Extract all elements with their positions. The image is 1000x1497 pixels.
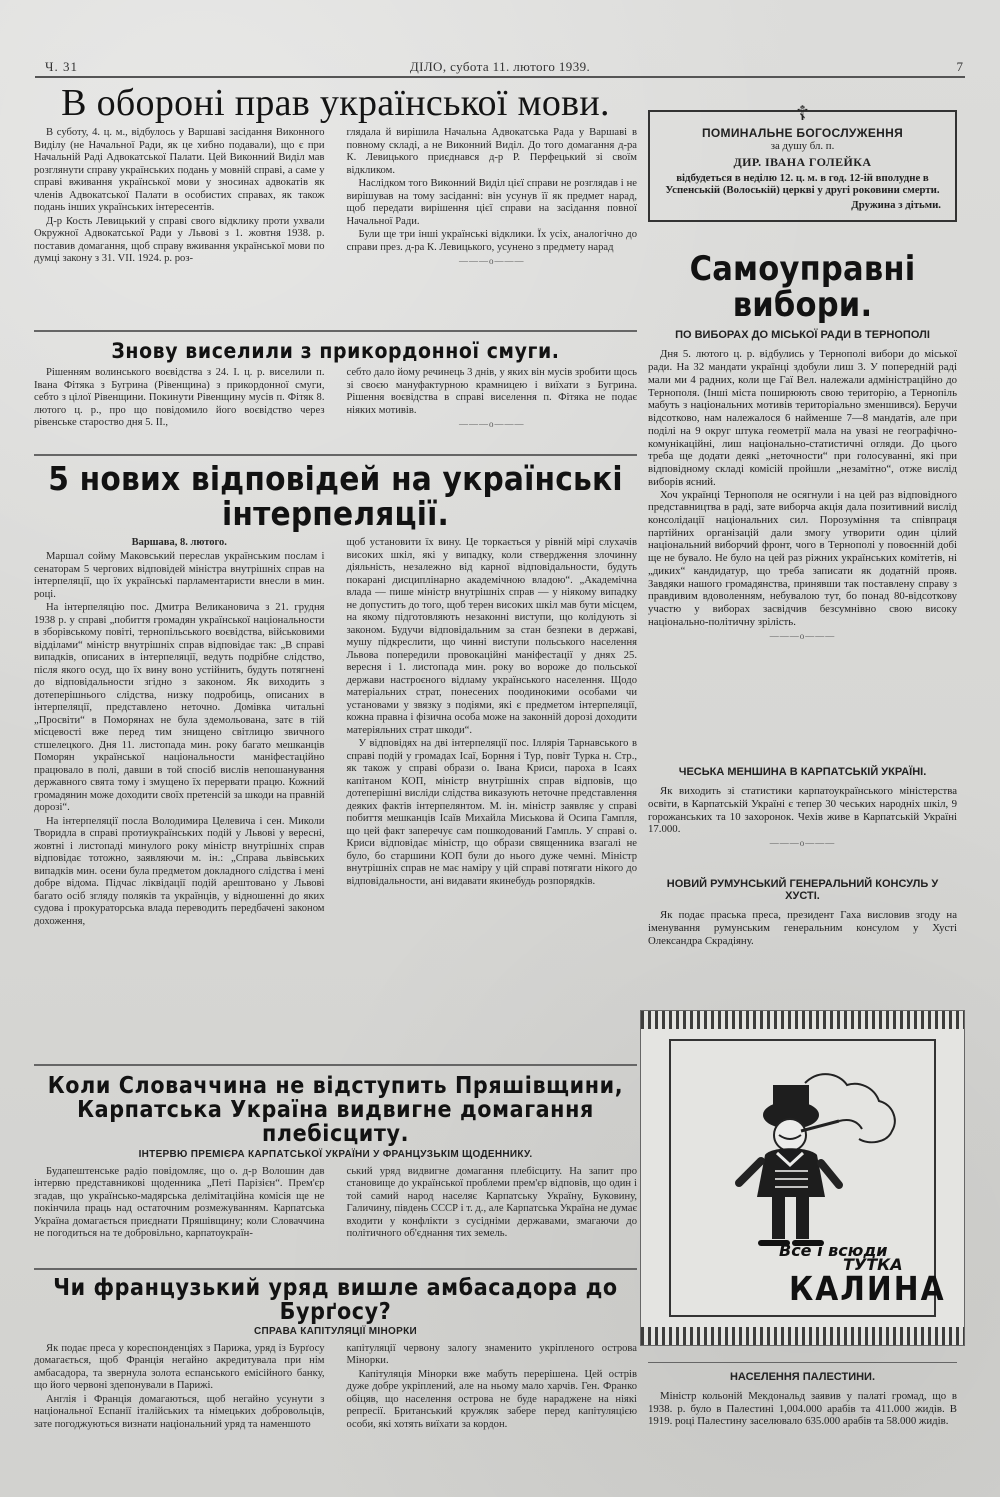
ad-slogan-line-1: Все і всюди bbox=[779, 1241, 888, 1260]
paragraph: Як виходить зі статистики карпатоукраїнського міністерства освіти, в Карпатській Україні є тепер 30 чеських народніх шкіл, 9 горожанських та 10 захоронок. Чехів живе в Карпатській Україні 17.000. bbox=[648, 785, 957, 836]
article-text-left bbox=[34, 537, 325, 929]
section-rule bbox=[34, 1064, 637, 1066]
article-title: В обороні прав української мови. bbox=[61, 82, 610, 124]
paragraph: Д-р Кость Левицький у справі свого відклику проти ухвали Окружної Адвокатської Ради у Львові з 1. жовтня 1938. р. поставив домагання, щоб справу вживання української мови по думці закону з 31. VII. 1924. р. роз- bbox=[34, 215, 325, 264]
article-title: НАСЕЛЕННЯ ПАЛЕСТИНИ. bbox=[729, 1371, 876, 1383]
article-text-left bbox=[34, 367, 325, 432]
newspaper-date-title: ДІЛО, субота 11. лютого 1939. bbox=[409, 59, 591, 74]
paragraph: На інтерпеляції посла Володимира Целевича і сен. Миколи Творидла в справі протиукраїнських подій у Львові у вересні, жовтні і листопаді минулого року міністр внутрішніх справ відповідає тотожно, заявляючи м. ін.: „Справа львівських випадків мин. осени була предметом докладного слідства і мені добре відома. Підчас ліквідації подій арештовано у Львові багато осіб згляду поляків та українців, у відношенні до яких судова і прокураторська влада переводить передбачені законом дохоження, bbox=[34, 815, 325, 927]
ad-border-top bbox=[641, 1011, 964, 1029]
dateline: Варшава, 8. лютого. bbox=[131, 537, 227, 549]
article-title: ЧЕСЬКА МЕНШИНА В КАРПАТСЬКІЙ УКРАЇНІ. bbox=[678, 766, 927, 778]
article-text-left bbox=[34, 127, 325, 269]
section-rule bbox=[34, 330, 637, 332]
article-text-right bbox=[347, 1343, 638, 1433]
paragraph: ський уряд видвигне домагання плебісциту. На запит про становище до української проблеми прем'єр відповів, що один і той самий народ населяє Карпатську Україну, Буковину, Галичину, південь СССР і т. д., але Карпатська Україна не думає входити у конфлікти з сусідніми державами, змагаючи до політичного об'єднання тих земель. bbox=[346, 1165, 637, 1240]
paragraph: Як подає праська преса, президент Гаха висловив згоду на іменування румунським генеральним консулом у Хусті Олександра Скрадіяну. bbox=[648, 909, 957, 947]
side-column bbox=[640, 82, 965, 1482]
paragraph: На інтерпеляцію пос. Дмитра Великановича з 21. грудня 1938 р. у справі „побиття громадян української національности в зборівському повіті, тернопільського воєвідства, військовими відділами“ міністр внутрішніх справ відповідає так: „В справі випадків, описаних в інтерпеляції, ведуть подрібне слідство, після якого осуд, що їх вину воно устійнить, будуть потягнені до відповідальности згідно з законом. Як виходить з дотеперішнього слідства, низку подробиць, описаних в інтерпеляції, представлено неточно. Домівка читальні „Просвіти“ в Поморянах не була здемольована, затє в тій місцевості вже перед тим знищено світлицю звичного стшелецкого. Дня 11. листопада мин. року багато мешканців Поморян української національности маніфестаційно працювало в полі, давши в той спосіб вислів непошанування державного свята тому і змущено їх перервати працю. Кожний громадянин може доходити своїх претенсій за шкоди на правній дорозі“. bbox=[34, 602, 325, 814]
article-title: Чи французький уряд вишле амбасадора до Бурґосу? bbox=[53, 1275, 618, 1326]
article-carpathian-ukraine bbox=[34, 1064, 637, 1242]
article-interpellations bbox=[34, 454, 637, 929]
article-ukrainian-language bbox=[34, 84, 637, 269]
section-rule bbox=[34, 454, 637, 456]
paragraph: Англія і Франція домагаються, щоб негайно усунути з національної Еспанії італійських та німецьких добровольців, зате погоджуються визнати національний уряд та наменшото bbox=[34, 1393, 325, 1430]
article-body bbox=[648, 348, 957, 641]
paragraph: Були ще три інші українські відклики. Їх усіх, аналогічно до справи през. д-ра К. Левицького, усунено з предмету нарад bbox=[346, 229, 637, 253]
elections-article bbox=[648, 249, 957, 643]
section-rule bbox=[34, 1268, 637, 1270]
paragraph: Міністр кольоній Мекдональд заявив у палаті громад, що в 1938. р. було в Палестині 1,004.000 арабів та 411.000 жидів. В 1919. році Палестину заселювало 635.000 арабів та 58.000 жидів. bbox=[648, 1390, 957, 1428]
paragraph: Маршал сойму Маковський переслав українським послам і сенаторам 5 чергових відповідей міністра внутрішніх справ на інтерпеляції, що їх українські парламентаристи внесли в мин. році. bbox=[34, 551, 325, 600]
article-text-right bbox=[347, 1166, 638, 1242]
page-number-left: Ч. 31 bbox=[45, 59, 78, 74]
article-text-right bbox=[347, 537, 638, 929]
article-subtitle: СПРАВА КАПІТУЛЯЦІЇ МІНОРКИ bbox=[254, 1326, 417, 1338]
paragraph: Капітуляція Мінорки вже мабуть перерішена. Цей острів дуже добре укріплений, але на ньому мало харчів. Ген. Франко обіцяв, що населення острова не буде нараджене на ніякі репресії. Британський кружляк забере перед капітуляцією особи, які хотять виїхати за кордон. bbox=[346, 1368, 637, 1430]
ornament-divider: ———o——— bbox=[769, 838, 836, 849]
paragraph: В суботу, 4. ц. м., відбулось у Варшаві засідання Виконного Виділу (не Начальної Ради, як це хибно подавали), що є при Начальній Раді Адвокатської Палати. Цей Виконний Виділ мав розглянути справу українських подань у мовній справі, а саме у справі вживання української мови у зносинах адвокатів як членів Адвокатської Палати в особистих справах, як також подань інших українських інтересентів. bbox=[34, 127, 325, 213]
ad-slogan-line-2: ТУТКА bbox=[843, 1255, 903, 1274]
ad-border-bottom bbox=[641, 1327, 964, 1345]
czech-minority-article bbox=[648, 766, 957, 851]
article-border-zone bbox=[34, 330, 637, 432]
obituary-line: за душу бл. п. bbox=[770, 140, 835, 152]
paragraph: глядала й вирішила Начальна Адвокатська Рада у Варшаві в повному складі, а не Виконний Виділ. До того домагання д-ра К. Левицького приєднався д-р Р. Перфецький зі своїм відкликом. bbox=[346, 127, 637, 176]
article-subtitle: ІНТЕРВЮ ПРЕМІЄРА КАРПАТСЬКОЇ УКРАЇНИ У ФРАНЦУЗЬКІМ ЩОДЕННИКУ. bbox=[138, 1149, 533, 1161]
paragraph: Дня 5. лютого ц. р. відбулись у Тернополі вибори до міської ради. На 32 мандати українці здобули лиш 3. У попередній раді мали ми 4 радних, коли ще Гаї Вел. належали адміністраційно до Тернополя. (Інші міста поширюють свою територію, а Тернопіль мабуть з національних мотивів територіально зменшився). Беручи відсотково, нам належалося 6 найменше 7—8 мандатів, але при поділі на 9 округ штука геометрії мала на увазі не географічно-комунікаційні, лиш національно-статистичні огляди. До цього треба ще додати деякі „неточности“ при голосуванні, які при відповідному складі комісій пройшли „незамітно“, отже вислід виборів ясний. bbox=[648, 348, 957, 488]
smoking-man-illustration bbox=[689, 1061, 909, 1271]
article-burgos-ambassador bbox=[34, 1268, 637, 1432]
article-body bbox=[648, 909, 957, 947]
obituary-title: ПОМИНАЛЬНЕ БОГОСЛУЖЕННЯ bbox=[701, 126, 903, 140]
page-header bbox=[35, 60, 965, 78]
article-title-line-2: Карпатська Україна видвигне домагання плебісциту. bbox=[77, 1097, 594, 1148]
section-rule bbox=[648, 1362, 957, 1363]
obituary-details: відбудеться в неділю 12. ц. м. в год. 12-ій вполудне в Успенській (Волоській) церкві у другі роковини смерти. bbox=[665, 172, 940, 196]
article-text-left bbox=[34, 1166, 325, 1242]
paragraph: Наслідком того Виконний Виділ цієї справи не розглядав і не вирішував на тому засіданні: він усунув її як предмет нарад, щоб передати вирішення цієї справи на засідання повної Начальної Ради. bbox=[346, 178, 637, 227]
paragraph: Рішенням волинського воєвідства з 24. І. ц. р. виселили п. Івана Фітяка з Бугрина (Рівенщина) з прикордонної смуги, себто з цілої Рівенщини. Покинути Рівенщину мусів п. Фітяк 8. лютого ц. р., про що повідомило його воєвідство через рівенське староство дня 5. ІІ., bbox=[34, 367, 325, 429]
ornament-divider: ———o——— bbox=[459, 256, 525, 266]
paragraph: У відповідях на дві інтерпеляції пос. Іллярія Тарнавського в справі подій у громадах Ісаї, Борння і Тур, повіт Турка н. Стр., як також у справі образи о. Івана Криси, пароха в Ісаях капітаном КОП, міністр внутрішніх справ відповів, що дотеперішні висліди слідства виказують неточне представлення деяких фактів інтерпелянтом. М. ін. міністр заявляє у справі побиття мешканців Ісаїв Михайла Миськова й Осипа Гампля, що цей факт заперечує сам пошкодований Гампль. У справі о. Криси відповідає міністр, що образи священника взагалі не було, бо старшини КОП були до нього дуже чемні. Міністр внутрішніх справ не має наміру у цій справі потягати нікого до відповідальности, ані видавати якинебудь розпорядків. bbox=[346, 738, 637, 887]
paragraph: Будапештенське радіо повідомляє, що о. д-р Волошин дав інтервю представникові щоденника „Петі Парізієн“. Прем'єр згадав, що українсько-мадярська делімітаційна комісія ще не покінчила праць над остаточним розмежуванням. Карпатська Україна домагається приєднати Пряшівщину; коли Словаччина не погодиться на те добровільно, карпатоукраїн- bbox=[34, 1165, 325, 1240]
paragraph: Хоч українці Тернополя не осягнули і на цей раз відповідного представництва в раді, зате виборча акція дала позитивний вислід консолідації національних сил. Порозуміння та співпраця партійних організацій дали змогу утворити один цілий національний виборчий фронт, чого в Тернополі у повоєнній добі ще не бувало. Не було на цей раз ріжних українських комітетів, ні „диких“ кандидатур, що треба записати як додатній прояв. Завдяки нашого громадянства, принявши так поставлену справу з правдивим вдоволенням, небувалою тут, бо понад 80-відсоткову участю у виборах засвідчив безсумнівно свою високу національно-політичну зрілість. bbox=[648, 488, 957, 628]
article-text-right bbox=[347, 367, 638, 432]
paragraph: себто дало йому речинець 3 днів, у яких він мусів зробити щось зі своєю мануфактурною крамницею і виїхати з Бугрина. Рішення воєвідства в справі виселення п. Фітяка не подає ніяких мотивів. bbox=[346, 367, 637, 416]
romanian-consul-article bbox=[648, 878, 957, 947]
advertisement-box bbox=[640, 1010, 965, 1346]
paragraph: щоб установити їх вину. Це торкається у рівній мірі слухачів високих шкіл, які у випадку, коли ствердження злочинну діяльність, незалежно від карної відповідальности, будуть покарані дисциплінарно академічною владою“. „Академічна влада — пише міністр внутрішніх справ — у ніякому випадку не допустить до того, щоб терен високих шкіл мав бути місцем, на якому підготовляють незаконні виступи, що колідують зі законом. Будучи відповідальним за стан безпеки в державі, мушу підкреслити, що чинні виступи польського населення Львова попередили провокаційні маніфестації у днях 25. вересня і 1. листопада мин. року во вороже до польської держави настроєного відламу українського населення. Щодо матеріальних страт, понесених поодинокими особами чи установами у звязку з подіями, які є предметом інтерпеляції, кожна правна і фізична особа може на законній дорозі доходити матеріяльних страт шкоди“. bbox=[346, 537, 637, 736]
ornament-divider: ———o——— bbox=[769, 630, 836, 641]
article-title: 5 нових відповідей на українські інтерпеляції. bbox=[48, 459, 623, 533]
paragraph: Як подає преса у кореспонденціях з Парижа, уряд із Бурґосу домагається, щоб Франція негайно акредитувала при нім амбасадора, та звернула золота еспанського емісійного банку, що його червоні здепонували в Парижі. bbox=[34, 1342, 325, 1392]
article-title: Знову виселили з прикордонної смуги. bbox=[111, 339, 560, 363]
cross-icon: ☦ bbox=[796, 103, 809, 125]
article-title: Самоуправні вибори. bbox=[689, 249, 916, 325]
paragraph: капітуляції червону залогу знаменито укріпленого острова Мінорки. bbox=[346, 1342, 637, 1367]
ad-inner-frame bbox=[669, 1039, 946, 1317]
article-title-line-1: Коли Словаччина не відступить Пряшівщини, bbox=[47, 1073, 624, 1099]
article-body bbox=[648, 785, 957, 849]
obituary-box bbox=[648, 103, 957, 222]
article-title: НОВИЙ РУМУНСЬКИЙ ГЕНЕРАЛЬНИЙ КОНСУЛЬ У ХУСТІ. bbox=[666, 878, 939, 903]
obituary-signature: Дружина з дітьми. bbox=[851, 199, 941, 211]
article-subtitle: ПО ВИБОРАХ ДО МІСЬКОЇ РАДИ В ТЕРНОПОЛІ bbox=[675, 329, 930, 342]
article-text-right bbox=[347, 127, 638, 269]
main-column bbox=[34, 82, 637, 1482]
ad-brand-name: КАЛИНА bbox=[789, 1269, 946, 1308]
article-text-left bbox=[34, 1343, 325, 1433]
obituary-name: ДИР. ІВАНА ГОЛЕЙКА bbox=[733, 155, 872, 169]
ornament-divider: ———o——— bbox=[459, 419, 525, 430]
page-number-right: 7 bbox=[956, 59, 963, 74]
article-body bbox=[648, 1390, 957, 1428]
palestine-article bbox=[648, 1362, 957, 1428]
